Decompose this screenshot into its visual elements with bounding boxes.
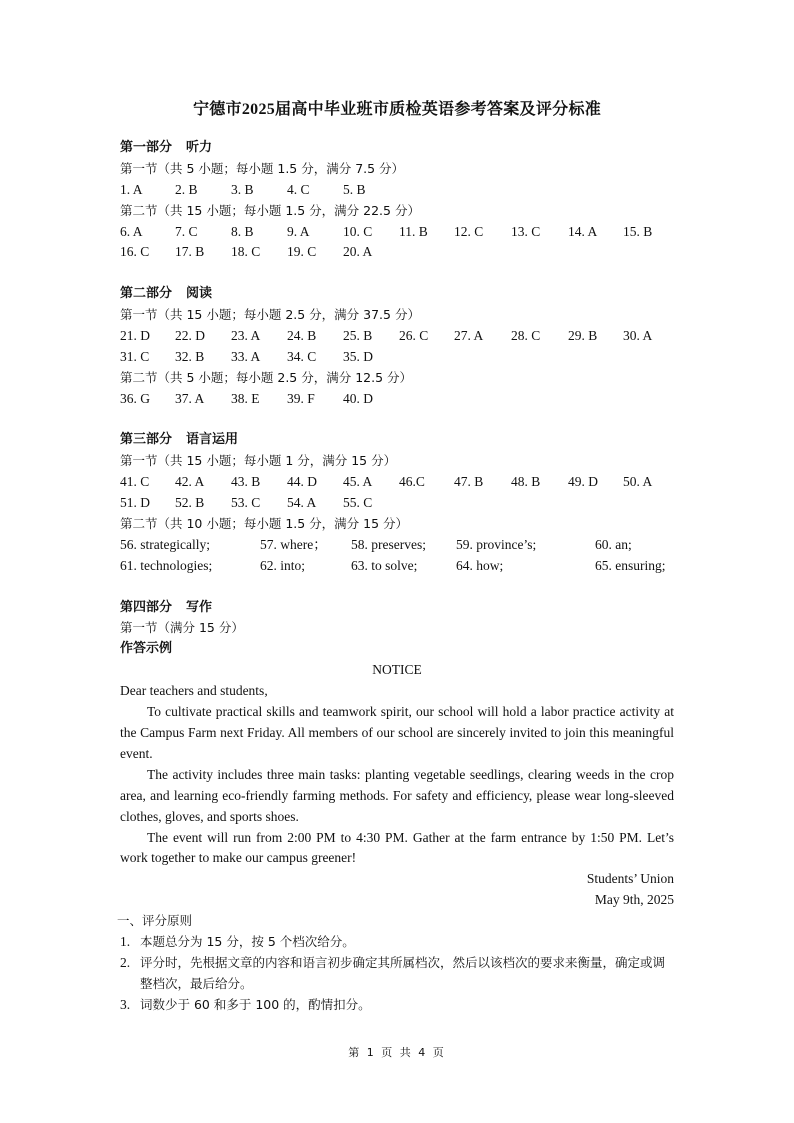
notice-paragraph-1: To cultivate practical skills and teamwork spirit, our school will hold a labor practice activity at the Campus Farm next Friday. All members of our school are sincerely invited to join this meaningful event. — [120, 704, 674, 761]
answer-item: 51. D — [120, 495, 150, 511]
answer-item: 14. A — [568, 223, 598, 239]
part1-section2-title: 第二节（共 15 小题；每小题 1.5 分，满分 22.5 分） — [120, 202, 420, 218]
part2-section1-title: 第一节（共 15 小题；每小题 2.5 分，满分 37.5 分） — [120, 307, 420, 323]
answer-item: 15. B — [623, 223, 653, 239]
answer-item: 7. C — [175, 223, 198, 239]
answer-item: 62. into; — [260, 557, 306, 573]
scoring-heading: 一、评分原则 — [117, 913, 193, 929]
answer-item: 31. C — [120, 348, 150, 364]
answer-item: 42. A — [175, 474, 205, 490]
answer-item: 56. strategically; — [120, 536, 210, 552]
answer-item: 57. where； — [260, 536, 327, 552]
part3-section2-answers — [120, 535, 674, 577]
answer-row — [120, 556, 674, 577]
answer-item: 46.C — [399, 474, 425, 490]
answer-item: 22. D — [175, 328, 205, 344]
answer-item: 2. B — [175, 181, 198, 197]
part2-section2-answers — [120, 389, 674, 410]
part3-section1-title: 第一节（共 15 小题；每小题 1 分，满分 15 分） — [120, 453, 397, 469]
answer-item: 25. B — [343, 328, 373, 344]
answer-item: 24. B — [287, 328, 317, 344]
answer-item: 35. D — [343, 348, 373, 364]
answer-item: 10. C — [343, 223, 373, 239]
part2-heading: 第二部分 阅读 — [120, 286, 213, 302]
answer-item: 60. an; — [595, 536, 632, 552]
part1-section2-answers — [120, 222, 674, 264]
answer-row — [120, 242, 674, 263]
answer-item: 47. B — [454, 474, 484, 490]
answer-item: 64. how; — [456, 557, 504, 573]
notice-date: May 9th, 2025 — [594, 892, 674, 908]
answer-item: 39. F — [287, 390, 315, 406]
answer-item: 13. C — [511, 223, 541, 239]
answer-item: 21. D — [120, 328, 150, 344]
notice-paragraph-2: The activity includes three main tasks: planting vegetable seedlings, clearing weeds in the crop area, and learning eco-friendly farming methods. For safety and efficiency, please wear long-sleeved clothes, gloves, and sports shoes. — [120, 766, 674, 824]
answer-item: 18. C — [231, 244, 261, 260]
answer-row — [120, 472, 674, 493]
answer-item: 36. G — [120, 390, 150, 406]
scoring-item-2: 2. 评分时，先根据文章的内容和语言初步确定其所属档次，然后以该档次的要求来衡量，确定或调整档次，最后给分。 — [120, 954, 666, 991]
answer-row — [120, 347, 674, 368]
answer-item: 40. D — [343, 390, 373, 406]
answer-item: 3. B — [231, 181, 254, 197]
answer-item: 4. C — [287, 181, 310, 197]
answer-item: 16. C — [120, 244, 150, 260]
answer-item: 26. C — [399, 328, 429, 344]
notice-paragraph-3: The event will run from 2:00 PM to 4:30 PM. Gather at the farm entrance by 1:50 PM. Let’s work together to make our campus greener! — [120, 829, 674, 866]
answer-item: 55. C — [343, 495, 373, 511]
answer-item: 48. B — [511, 474, 541, 490]
answer-item: 63. to solve; — [351, 557, 418, 573]
part3-section1-answers — [120, 472, 674, 514]
answer-item: 38. E — [231, 390, 260, 406]
part3-heading: 第三部分 语言运用 — [120, 432, 239, 448]
answer-item: 5. B — [343, 181, 366, 197]
answer-item: 34. C — [287, 348, 317, 364]
answer-item: 43. B — [231, 474, 261, 490]
scoring-item-1: 1. 本题总分为 15 分，按 5 个档次给分。 — [120, 934, 355, 950]
document-title: 宁德市2025届高中毕业班市质检英语参考答案及评分标准 — [192, 101, 602, 118]
answer-row — [120, 535, 674, 556]
page-footer: 第 1 页 共 4 页 — [348, 1046, 446, 1059]
answer-item: 54. A — [287, 495, 317, 511]
answer-item: 58. preserves; — [351, 536, 426, 552]
answer-item: 9. A — [287, 223, 310, 239]
answer-item: 50. A — [623, 474, 653, 490]
part4-heading: 第四部分 写作 — [120, 599, 213, 615]
notice-greeting: Dear teachers and students, — [120, 683, 268, 699]
answer-item: 12. C — [454, 223, 484, 239]
answer-item: 29. B — [568, 328, 598, 344]
answer-item: 61. technologies; — [120, 557, 213, 573]
answer-item: 30. A — [623, 328, 653, 344]
answer-row — [120, 180, 674, 201]
answer-item: 33. A — [231, 348, 261, 364]
part4-section1-title: 第一节（满分 15 分） — [120, 620, 244, 636]
answer-item: 27. A — [454, 328, 484, 344]
sample-label: 作答示例 — [120, 641, 173, 657]
answer-row — [120, 326, 674, 347]
answer-item: 28. C — [511, 328, 541, 344]
answer-item: 1. A — [120, 181, 143, 197]
part1-section1-title: 第一节（共 5 小题；每小题 1.5 分，满分 7.5 分） — [120, 160, 405, 176]
answer-item: 20. A — [343, 244, 373, 260]
answer-item: 53. C — [231, 495, 261, 511]
answer-item: 37. A — [175, 390, 205, 406]
answer-row — [120, 493, 674, 514]
part2-section2-title: 第二节（共 5 小题；每小题 2.5 分，满分 12.5 分） — [120, 369, 413, 385]
document-body — [117, 138, 674, 1016]
notice-signature: Students’ Union — [586, 871, 674, 887]
answer-item: 8. B — [231, 223, 254, 239]
answer-item: 17. B — [175, 244, 205, 260]
answer-item: 49. D — [568, 474, 598, 490]
part1-section1-answers — [120, 180, 674, 201]
part1-heading: 第一部分 听力 — [120, 140, 213, 155]
answer-item: 19. C — [287, 244, 317, 260]
notice-title: NOTICE — [372, 662, 422, 678]
part2-section1-answers — [120, 326, 674, 368]
answer-row — [120, 222, 674, 243]
answer-item: 52. B — [175, 495, 205, 511]
answer-item: 23. A — [231, 328, 261, 344]
answer-item: 44. D — [287, 474, 317, 490]
answer-row — [120, 389, 674, 410]
scoring-item-3: 3. 词数少于 60 和多于 100 的，酌情扣分。 — [120, 996, 371, 1012]
answer-item: 59. province’s; — [456, 536, 537, 552]
answer-item: 11. B — [399, 223, 428, 239]
answer-item: 41. C — [120, 474, 150, 490]
answer-item: 45. A — [343, 474, 373, 490]
answer-item: 32. B — [175, 348, 205, 364]
part3-section2-title: 第二节（共 10 小题；每小题 1.5 分，满分 15 分） — [120, 516, 409, 532]
answer-item: 65. ensuring; — [595, 557, 666, 573]
answer-item: 6. A — [120, 223, 143, 239]
